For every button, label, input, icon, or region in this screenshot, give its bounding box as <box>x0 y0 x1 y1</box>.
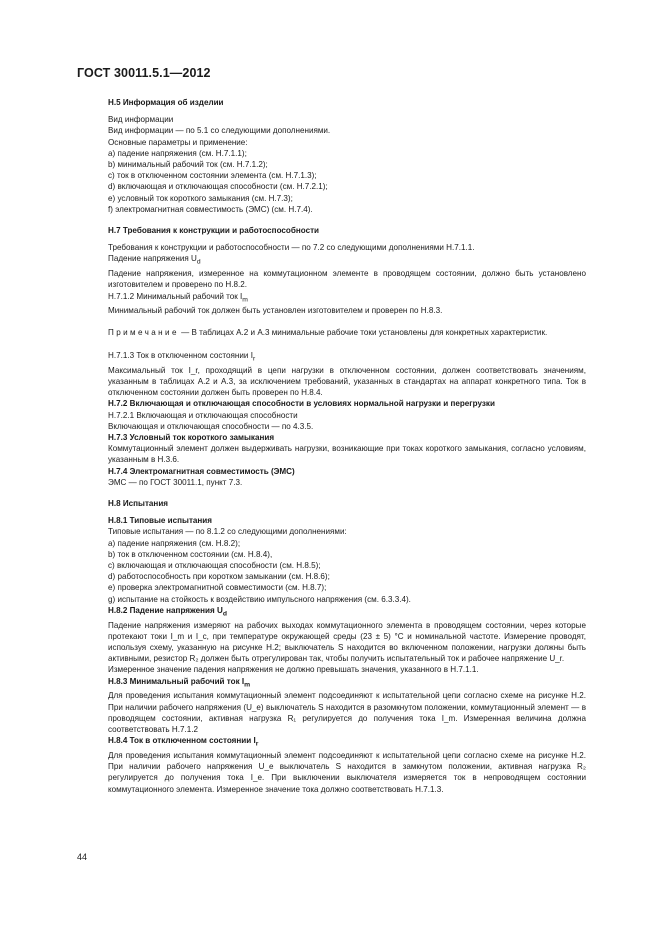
list-item: e) проверка электромагнитной совместимости (см. Н.8.7); <box>108 583 327 593</box>
paragraph: Для проведения испытания коммутационный элемент подсоединяют к испытательной цепи согласно схеме на рисунке Н.2. При наличии рабочего напряжения U_e выключатель S находится в замкнутом положении, активная нагрузка R₂ регулируется до получения тока I_e. При выключении выключателя измеряется ток в непроводящем состоянии коммутационного элемента. Измеренное значение тока должно соответствовать Н.7.1.3. <box>108 751 586 794</box>
subsection-title-text: Н.7.1.2 Минимальный рабочий ток I <box>108 291 243 301</box>
paragraph: Вид информации <box>108 115 174 125</box>
subsection-title-text: Н.7.1.3 Ток в отключенном состоянии I <box>108 350 253 360</box>
paragraph: ЭМС — по ГОСТ 30011.1, пункт 7.3. <box>108 477 243 487</box>
paragraph: Для проведения испытания коммутационный элемент подсоединяют к испытательной цепи согласно схеме на рисунке Н.2. При наличии рабочего напряжения (U_e) выключатель S находится в разомкнутом положении, коммутационный элемент — в проводящем состоянии, активная нагрузка R₁ регулируется до получения тока I_m. Измеренная величина должна соответствовать Н.7.1.2 <box>108 691 586 734</box>
paragraph: Вид информации — по 5.1 со следующими дополнениями. <box>108 126 331 136</box>
subscript: r <box>255 740 259 748</box>
paragraph: Максимальный ток I_r, проходящий в цепи нагрузки в отключенном состоянии, должен соответствовать значениям, указанным в таблицах А.2 и А.3, за исключением требований, указанных в стандартах на аппарат конкретного типа. Ток в отключенном состоянии должен быть проверен по Н.8.4. <box>108 365 586 398</box>
document-body <box>108 97 586 795</box>
note-label: Примечание <box>108 327 179 337</box>
list-item: d) включающая и отключающая способности (см. Н.7.2.1); <box>108 182 328 192</box>
subscript: m <box>242 296 248 304</box>
list-item: b) минимальный рабочий ток (см. Н.7.1.2); <box>108 160 268 170</box>
list-item: e) условный ток короткого замыкания (см. Н.7.3); <box>108 193 293 203</box>
subsection-title-h7-4: Н.7.4 Электромагнитная совместимость (ЭМС) <box>108 466 295 476</box>
paragraph: Падение напряжения, измеренное на коммутационном элементе в проводящем состоянии, должно быть установлено изготовителем и проверено по Н.8.2. <box>108 269 586 290</box>
subscript: m <box>244 681 251 689</box>
paragraph: Коммутационный элемент должен выдерживать нагрузки, возникающие при токах короткого замыкания, согласно условиям, указанным в Н.3.6. <box>108 444 586 465</box>
subsection-title-h8-3 <box>108 676 586 691</box>
list-item: f) электромагнитная совместимость (ЭМС) (см. Н.7.4). <box>108 204 313 214</box>
section-title-h5: Н.5 Информация об изделии <box>108 98 224 107</box>
note <box>108 327 586 338</box>
paragraph: Включающая и отключающая способности — по 4.3.5. <box>108 421 314 431</box>
subsection-title-h8-4 <box>108 735 586 750</box>
paragraph: Требования к конструкции и работоспособности — по 7.2 со следующими дополнениями Н.7.1.1. <box>108 243 475 253</box>
subsection-title-h7-1-1 <box>108 253 586 268</box>
subsection-title-h7-2-1: Н.7.2.1 Включающая и отключающая способности <box>108 410 298 420</box>
subscript: d <box>196 259 201 267</box>
section-title-h7: Н.7 Требования к конструкции и работоспособности <box>108 226 320 236</box>
subscript: r <box>252 355 256 363</box>
list-item: c) включающая и отключающая способности (см. Н.8.5); <box>108 560 321 570</box>
subsection-title-h8-2 <box>108 605 586 620</box>
paragraph: Падение напряжения измеряют на рабочих выходах коммутационного элемента в проводящем состоянии, через которые протекают токи I_m и I_c, при температуре окружающей среды (23 ± 5) °С и номинальной частоте. Измерение проводят, используя схему, указанную на рисунке Н.2; выключатель S находится во включенном положении, нагрузки должны быть активными, резистор R₂ должен быть отрегулирован так, чтобы получить испытательный ток и рабочее напряжение U_r. <box>108 620 586 664</box>
paragraph: Минимальный рабочий ток должен быть установлен изготовителем и проверен по Н.8.3. <box>108 306 443 316</box>
subsection-title-text: Падение напряжения U <box>108 254 197 264</box>
subsection-title-h7-1-3 <box>108 350 586 365</box>
list-item: d) работоспособность при коротком замыкании (см. Н.8.6); <box>108 572 330 582</box>
subsection-title-h7-1-2 <box>108 291 586 306</box>
paragraph: Типовые испытания — по 8.1.2 со следующими дополнениями: <box>108 527 347 537</box>
subsection-title-text: Н.8.2 Падение напряжения U <box>108 605 223 615</box>
subscript: d <box>222 610 227 618</box>
subsection-title-h7-2: Н.7.2 Включающая и отключающая способности в условиях нормальной нагрузки и перегрузки <box>108 399 495 409</box>
list-item: a) падение напряжения (см. Н.7.1.1); <box>108 148 247 158</box>
subsection-title-text: Н.8.4 Ток в отключенном состоянии I <box>108 736 256 746</box>
subsection-title-h7-3: Н.7.3 Условный ток короткого замыкания <box>108 432 275 442</box>
section-title-h8: Н.8 Испытания <box>108 498 169 508</box>
list-item: g) испытание на стойкость к воздействию импульсного напряжения (см. 6.3.3.4). <box>108 594 411 604</box>
paragraph: Основные параметры и применение: <box>108 137 248 147</box>
paragraph: Измеренное значение падения напряжения не должно превышать значения, указанного в Н.7.1.1. <box>108 665 479 675</box>
list-item: c) ток в отключенном состоянии элемента (см. Н.7.1.3); <box>108 171 317 181</box>
page-number: 44 <box>77 852 88 862</box>
subsection-title-text: Н.8.3 Минимальный рабочий ток I <box>108 676 245 686</box>
note-text: — В таблицах А.2 и А.3 минимальные рабочие токи установлены для конкретных характеристик. <box>178 327 548 337</box>
list-item: a) падение напряжения (см. Н.8.2); <box>108 538 241 548</box>
list-item: b) ток в отключенном состоянии (см. Н.8.4), <box>108 549 273 559</box>
subsection-title-h8-1: Н.8.1 Типовые испытания <box>108 516 213 526</box>
document-header: ГОСТ 30011.5.1—2012 <box>77 66 211 80</box>
